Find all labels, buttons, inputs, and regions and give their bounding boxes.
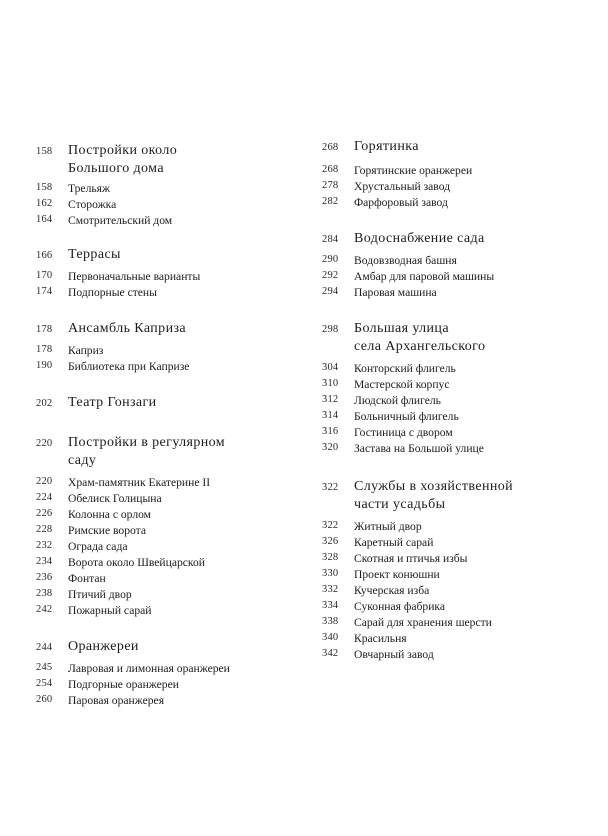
title-line: Постройки около — [68, 143, 178, 158]
page-number: 316 — [322, 426, 339, 437]
title-line: Храм-памятник Екатерине II — [68, 476, 211, 489]
subsection-title — [354, 600, 594, 614]
title-line-2: части усадьбы — [354, 497, 446, 512]
subsection-title — [68, 286, 308, 300]
page-number: 232 — [36, 540, 53, 551]
subsection-title — [68, 604, 308, 618]
subsection-title — [354, 552, 594, 566]
page-number: 338 — [322, 616, 339, 627]
page-number: 228 — [36, 524, 53, 535]
page-number: 314 — [322, 410, 339, 421]
title-line: Суконная фабрика — [354, 600, 446, 613]
subsection-title — [354, 362, 594, 376]
subsection-title — [354, 584, 594, 598]
page-number: 278 — [322, 180, 339, 191]
page-number: 322 — [322, 520, 339, 531]
subsection-title — [68, 556, 308, 570]
page-number: 328 — [322, 552, 339, 563]
subsection-title — [354, 410, 594, 424]
page-number: 340 — [322, 632, 339, 643]
page-number: 226 — [36, 508, 53, 519]
page-number: 245 — [36, 662, 53, 673]
title-line: Больничный флигель — [354, 410, 459, 423]
page-number: 254 — [36, 678, 53, 689]
title-line: Сторожка — [68, 198, 117, 211]
page-number: 292 — [322, 270, 339, 281]
subsection-title — [68, 524, 308, 538]
page-number: 178 — [36, 324, 53, 335]
page-number: 268 — [322, 142, 339, 153]
page-number: 174 — [36, 286, 53, 297]
subsection-title — [354, 442, 594, 456]
title-line: Горятинка — [354, 139, 419, 154]
title-line: Подпорные стены — [68, 286, 157, 299]
subsection-title — [68, 270, 308, 284]
subsection-title — [68, 214, 308, 228]
title-line: Римские ворота — [68, 524, 147, 537]
page-number: 166 — [36, 250, 53, 261]
subsection-title — [354, 394, 594, 408]
title-line: Лавровая и лимонная оранжереи — [68, 662, 230, 675]
section-title — [68, 638, 308, 656]
title-line: Кучерская изба — [354, 584, 430, 597]
subsection-title — [354, 254, 594, 268]
subsection-title — [68, 476, 308, 490]
title-line: Подгорные оранжереи — [68, 678, 179, 691]
page-number: 310 — [322, 378, 339, 389]
title-line: Скотная и птичья избы — [354, 552, 468, 565]
title-line: Первоначальные варианты — [68, 270, 201, 283]
subsection-title — [354, 426, 594, 440]
title-line: Фонтан — [68, 572, 106, 585]
page-number: 342 — [322, 648, 339, 659]
page-number: 242 — [36, 604, 53, 615]
title-line: Амбар для паровой машины — [354, 270, 495, 283]
page-number: 224 — [36, 492, 53, 503]
subsection-title — [68, 344, 308, 358]
subsection-title — [354, 632, 594, 646]
title-line: Мастерской корпус — [354, 378, 450, 391]
page-number: 202 — [36, 398, 53, 409]
section-title — [68, 320, 308, 338]
title-line: Террасы — [68, 247, 121, 262]
title-line: Колонна с орлом — [68, 508, 152, 521]
subsection-title — [68, 492, 308, 506]
subsection-title — [354, 196, 594, 210]
title-line: Пожарный сарай — [68, 604, 152, 617]
title-line: Обелиск Голицына — [68, 492, 162, 505]
page-number: 330 — [322, 568, 339, 579]
title-line: Фарфоровый завод — [354, 196, 448, 209]
page-number: 164 — [36, 214, 53, 225]
title-line: Житный двор — [354, 520, 422, 533]
page-number: 190 — [36, 360, 53, 371]
page-number: 268 — [322, 164, 339, 175]
subsection-title — [354, 164, 594, 178]
title-line: Театр Гонзаги — [68, 395, 157, 410]
title-line: Службы в хозяйственной — [354, 479, 514, 494]
page-number: 238 — [36, 588, 53, 599]
page-number: 304 — [322, 362, 339, 373]
page-number: 290 — [322, 254, 339, 265]
subsection-title — [68, 360, 308, 374]
subsection-title — [68, 572, 308, 586]
section-title — [68, 142, 308, 178]
subsection-title — [354, 648, 594, 662]
section-title — [68, 246, 308, 264]
page-number: 162 — [36, 198, 53, 209]
title-line: Людской флигель — [354, 394, 441, 407]
title-line: Красильня — [354, 632, 407, 645]
page-number: 284 — [322, 234, 339, 245]
page-number: 170 — [36, 270, 53, 281]
title-line: Трельяж — [68, 182, 110, 195]
section-title — [354, 478, 594, 514]
page-number: 320 — [322, 442, 339, 453]
subsection-title — [354, 378, 594, 392]
title-line: Хрустальный завод — [354, 180, 451, 193]
title-line: Каретный сарай — [354, 536, 434, 549]
subsection-title — [354, 616, 594, 630]
page-number: 332 — [322, 584, 339, 595]
section-title — [354, 138, 594, 156]
title-line-2: села Архангельского — [354, 339, 486, 354]
title-line: Водоснабжение сада — [354, 231, 485, 246]
page-number: 234 — [36, 556, 53, 567]
subsection-title — [354, 520, 594, 534]
title-line: Застава на Большой улице — [354, 442, 484, 455]
page-number: 178 — [36, 344, 53, 355]
subsection-title — [68, 198, 308, 212]
subsection-title — [68, 508, 308, 522]
page-number: 312 — [322, 394, 339, 405]
title-line: Конторский флигель — [354, 362, 456, 375]
subsection-title — [354, 536, 594, 550]
page-number: 236 — [36, 572, 53, 583]
title-line: Овчарный завод — [354, 648, 434, 661]
title-line: Оранжереи — [68, 639, 139, 654]
title-line-2: Большого дома — [68, 161, 164, 176]
page-number: 158 — [36, 182, 53, 193]
subsection-title — [68, 540, 308, 554]
page-number: 220 — [36, 438, 53, 449]
section-title — [354, 320, 594, 356]
subsection-title — [68, 182, 308, 196]
section-title — [354, 230, 594, 248]
subsection-title — [68, 588, 308, 602]
title-line: Птичий двор — [68, 588, 132, 601]
title-line: Паровая машина — [354, 286, 437, 299]
page-number: 322 — [322, 482, 339, 493]
title-line: Проект конюшни — [354, 568, 440, 581]
subsection-title — [354, 270, 594, 284]
subsection-title — [354, 286, 594, 300]
title-line-2: саду — [68, 453, 97, 468]
section-title — [68, 434, 308, 470]
page-number: 220 — [36, 476, 53, 487]
title-line: Библиотека при Капризе — [68, 360, 190, 373]
title-line: Сарай для хранения шерсти — [354, 616, 492, 629]
title-line: Гостиница с двором — [354, 426, 453, 439]
page-number: 158 — [36, 146, 53, 157]
page-number: 294 — [322, 286, 339, 297]
page-number: 298 — [322, 324, 339, 335]
title-line: Постройки в регулярном — [68, 435, 226, 450]
title-line: Водовзводная башня — [354, 254, 457, 267]
title-line: Паровая оранжерея — [68, 694, 165, 707]
title-line: Горятинские оранжереи — [354, 164, 473, 177]
page-number: 260 — [36, 694, 53, 705]
title-line: Ворота около Швейцарской — [68, 556, 205, 569]
page-number: 244 — [36, 642, 53, 653]
title-line: Большая улица — [354, 321, 449, 336]
title-line: Ансамбль Каприза — [68, 321, 187, 336]
subsection-title — [68, 678, 308, 692]
title-line: Смотрительский дом — [68, 214, 173, 227]
page-number: 282 — [322, 196, 339, 207]
subsection-title — [68, 694, 308, 708]
subsection-title — [354, 568, 594, 582]
title-line: Ограда сада — [68, 540, 128, 553]
title-line: Каприз — [68, 344, 104, 357]
page-number: 326 — [322, 536, 339, 547]
subsection-title — [68, 662, 308, 676]
section-title — [68, 394, 308, 412]
subsection-title — [354, 180, 594, 194]
page-number: 334 — [322, 600, 339, 611]
